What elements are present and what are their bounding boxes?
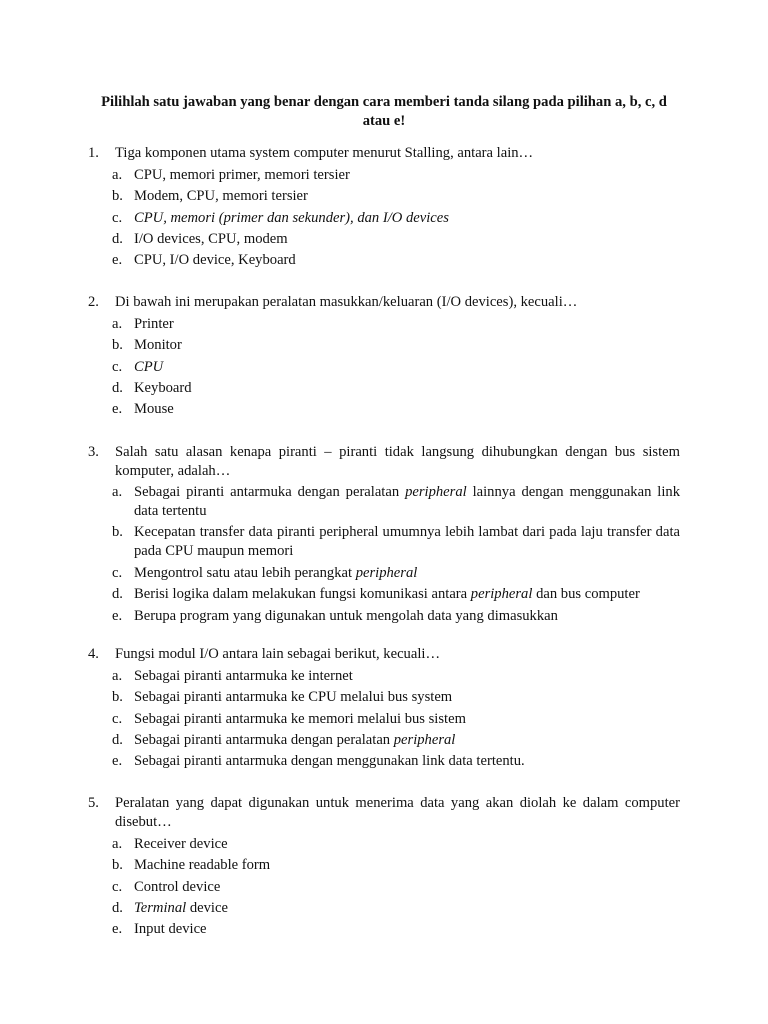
option-letter: c. [112, 878, 123, 895]
question-text: Fungsi modul I/O antara lain sebagai berikut, kecuali… [115, 646, 441, 662]
option-text: Mengontrol satu atau lebih perangkat [134, 565, 356, 581]
option-text: Sebagai piranti antarmuka dengan peralatan [134, 731, 394, 748]
option-list [88, 483, 680, 627]
option-letter: b. [112, 524, 123, 540]
question-number: 2. [88, 294, 99, 310]
option-text: CPU, memori primer, memori tersier [134, 167, 350, 183]
option-text: Kecepatan transfer data piranti peripheral umumnya lebih lambat dari pada laju transfer data pada CPU maupun memori [134, 524, 680, 559]
question-stem [88, 443, 680, 481]
option-list [88, 314, 680, 420]
option-text-italic: peripheral [405, 484, 467, 500]
option-a[interactable] [88, 834, 680, 855]
option-d[interactable] [88, 229, 680, 250]
option-text: Mouse [134, 401, 174, 418]
question-text: Di bawah ini merupakan peralatan masukkan/keluaran (I/O devices), kecuali… [115, 294, 578, 310]
option-e[interactable] [88, 751, 680, 772]
option-list [88, 165, 680, 271]
option-b[interactable] [88, 335, 680, 356]
option-letter: c. [112, 565, 123, 581]
option-letter: e. [112, 252, 123, 269]
option-b[interactable] [88, 523, 680, 561]
option-c[interactable] [88, 357, 680, 378]
option-letter: b. [112, 689, 123, 706]
option-text: dan bus computer [532, 586, 640, 603]
option-c[interactable] [88, 563, 680, 584]
option-d[interactable] [88, 898, 680, 919]
option-text: Berupa program yang digunakan untuk mengolah data yang dimasukkan [134, 607, 558, 624]
option-e[interactable] [88, 250, 680, 271]
option-letter: b. [112, 857, 123, 874]
option-a[interactable] [88, 666, 680, 687]
option-letter: d. [112, 586, 123, 603]
option-d[interactable] [88, 584, 680, 605]
option-text: Receiver device [134, 836, 228, 852]
option-text: Monitor [134, 337, 182, 354]
option-a[interactable] [88, 483, 680, 521]
option-list [88, 834, 680, 940]
option-text-italic: peripheral [355, 565, 418, 581]
option-text: Input device [134, 921, 207, 938]
question-1 [88, 144, 680, 271]
option-letter: d. [112, 899, 123, 916]
question-number: 4. [88, 646, 99, 662]
option-e[interactable] [88, 399, 680, 420]
option-letter: e. [112, 921, 123, 938]
option-c[interactable] [88, 208, 680, 229]
question-stem [88, 144, 680, 163]
option-letter: a. [112, 316, 123, 332]
question-stem [88, 293, 680, 312]
option-text: Sebagai piranti antarmuka ke CPU melalui bus system [134, 689, 453, 706]
question-number: 5. [88, 795, 99, 811]
question-5 [88, 794, 680, 940]
option-d[interactable] [88, 378, 680, 399]
option-letter: d. [112, 731, 123, 748]
option-letter: a. [112, 167, 123, 183]
option-a[interactable] [88, 314, 680, 335]
option-letter: b. [112, 337, 123, 354]
option-text: Sebagai piranti antarmuka dengan menggunakan link data tertentu. [134, 753, 525, 770]
question-text: Salah satu alasan kenapa piranti – piranti tidak langsung dihubungkan dengan bus sistem komputer, adalah… [115, 444, 680, 479]
option-list [88, 666, 680, 772]
option-letter: e. [112, 401, 123, 418]
question-text: Tiga komponen utama system computer menurut Stalling, antara lain… [115, 145, 534, 161]
option-a[interactable] [88, 165, 680, 186]
option-text: Printer [134, 316, 174, 332]
option-text-italic: Terminal [134, 899, 187, 916]
question-stem [88, 645, 680, 664]
option-c[interactable] [88, 709, 680, 730]
question-2 [88, 293, 680, 420]
option-text: Berisi logika dalam melakukan fungsi komunikasi antara [134, 586, 471, 603]
option-text: Sebagai piranti antarmuka dengan peralatan [134, 484, 406, 500]
option-e[interactable] [88, 606, 680, 627]
question-text: Peralatan yang dapat digunakan untuk menerima data yang akan diolah ke dalam computer disebut… [115, 795, 680, 830]
option-text-italic: peripheral [393, 731, 456, 748]
option-text: Sebagai piranti antarmuka ke memori melalui bus sistem [134, 710, 466, 727]
option-text: Modem, CPU, memori tersier [134, 188, 308, 205]
option-letter: c. [112, 358, 123, 375]
option-text: Keyboard [134, 379, 192, 396]
option-text: Sebagai piranti antarmuka ke internet [134, 668, 353, 684]
option-c[interactable] [88, 877, 680, 898]
option-text: device [186, 899, 228, 916]
option-text: CPU, I/O device, Keyboard [134, 252, 296, 269]
option-letter: e. [112, 753, 123, 770]
option-b[interactable] [88, 186, 680, 207]
option-text-italic: CPU, memori (primer dan sekunder), dan I/O devices [134, 209, 449, 226]
option-letter: a. [112, 668, 123, 684]
question-3 [88, 443, 680, 627]
question-4 [88, 645, 680, 772]
question-number: 3. [88, 444, 99, 460]
option-b[interactable] [88, 687, 680, 708]
option-text: Machine readable form [134, 857, 271, 874]
option-letter: e. [112, 607, 123, 624]
option-b[interactable] [88, 855, 680, 876]
option-text: I/O devices, CPU, modem [134, 230, 288, 247]
option-letter: c. [112, 209, 123, 226]
instruction-heading: Pilihlah satu jawaban yang benar dengan cara memberi tanda silang pada pilihan a, b, c, d atau e! [101, 94, 667, 129]
option-e[interactable] [88, 919, 680, 940]
option-text-italic: peripheral [470, 586, 533, 603]
question-stem [88, 794, 680, 832]
option-text-italic: CPU [134, 358, 164, 375]
option-text: lainnya dengan menggunakan link data tertentu [134, 484, 680, 519]
option-letter: d. [112, 379, 123, 396]
option-text: Control device [134, 878, 221, 895]
option-letter: a. [112, 836, 123, 852]
option-letter: d. [112, 230, 123, 247]
option-letter: c. [112, 710, 123, 727]
option-letter: a. [112, 484, 123, 500]
option-d[interactable] [88, 730, 680, 751]
question-number: 1. [88, 145, 99, 161]
option-letter: b. [112, 188, 123, 205]
